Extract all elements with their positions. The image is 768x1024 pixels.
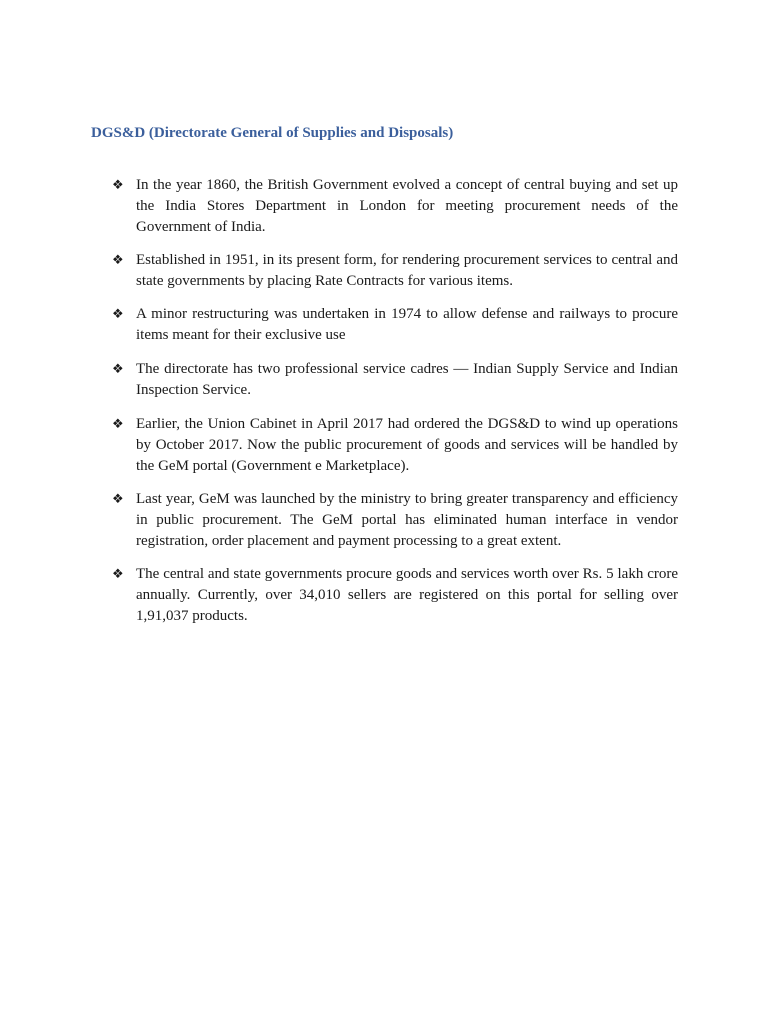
- diamond-bullet-icon: ❖: [112, 362, 124, 377]
- list-item: [112, 414, 678, 477]
- list-item: [112, 564, 678, 627]
- list-item-text: Earlier, the Union Cabinet in April 2017 had ordered the DGS&D to wind up operations by October 2017. Now the public procurement of goods and services will be handled by the GeM portal (Government e Marketplace).: [136, 416, 678, 474]
- diamond-bullet-icon: ❖: [112, 417, 124, 432]
- list-item: [112, 304, 678, 346]
- list-item-text: In the year 1860, the British Government evolved a concept of central buying and set up the India Stores Department in London for meeting procurement needs of the Government of India.: [136, 177, 678, 235]
- list-item: [112, 359, 678, 401]
- diamond-bullet-icon: ❖: [112, 253, 124, 268]
- diamond-bullet-icon: ❖: [112, 492, 124, 507]
- diamond-bullet-icon: ❖: [112, 567, 124, 582]
- diamond-bullet-icon: ❖: [112, 178, 124, 193]
- list-item-text: The central and state governments procure goods and services worth over Rs. 5 lakh crore annually. Currently, over 34,010 sellers are registered on this portal for selling over 1,91,037 products.: [136, 566, 678, 624]
- list-item: [112, 489, 678, 552]
- bullet-list: [112, 175, 678, 639]
- list-item: [112, 175, 678, 238]
- list-item-text: The directorate has two professional service cadres — Indian Supply Service and Indian Inspection Service.: [136, 361, 678, 398]
- list-item-text: A minor restructuring was undertaken in 1974 to allow defense and railways to procure items meant for their exclusive use: [136, 306, 678, 343]
- section-heading: DGS&D (Directorate General of Supplies and Disposals): [91, 125, 454, 141]
- diamond-bullet-icon: ❖: [112, 307, 124, 322]
- list-item: [112, 250, 678, 292]
- list-item-text: Established in 1951, in its present form, for rendering procurement services to central and state governments by placing Rate Contracts for various items.: [136, 252, 678, 289]
- list-item-text: Last year, GeM was launched by the ministry to bring greater transparency and efficiency in public procurement. The GeM portal has eliminated human interface in vendor registration, order placement and payment processing to a great extent.: [136, 491, 678, 549]
